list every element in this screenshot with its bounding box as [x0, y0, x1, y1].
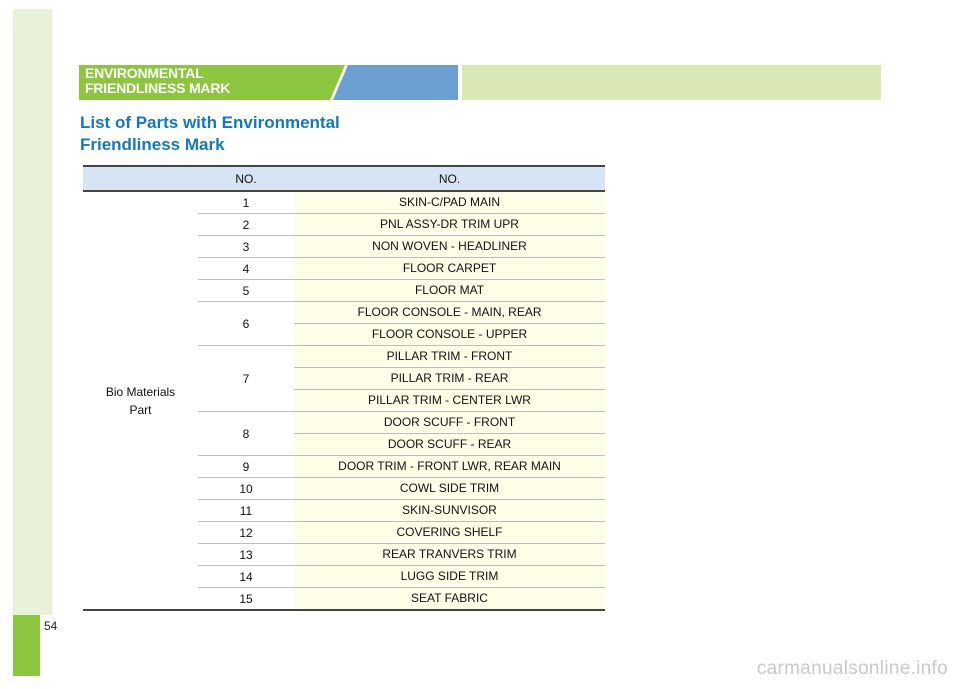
part-name-cell: PNL ASSY-DR TRIM UPR — [294, 214, 605, 236]
part-name-cell: DOOR SCUFF - FRONT — [294, 412, 605, 434]
side-strip-dark — [13, 615, 40, 676]
section-title — [80, 112, 340, 156]
part-number-cell: 9 — [198, 456, 294, 478]
banner-title — [85, 66, 230, 96]
side-strip-light — [13, 9, 52, 615]
section-title-line1: List of Parts with Environmental — [80, 113, 340, 132]
part-name-cell: COWL SIDE TRIM — [294, 478, 605, 500]
table-header-row — [83, 166, 605, 191]
header-part: NO. — [294, 166, 605, 191]
parts-table — [83, 165, 605, 611]
part-name-cell: PILLAR TRIM - REAR — [294, 368, 605, 390]
category-cell — [83, 191, 198, 610]
part-name-cell: DOOR SCUFF - REAR — [294, 434, 605, 456]
part-number-cell: 13 — [198, 544, 294, 566]
part-name-cell: PILLAR TRIM - FRONT — [294, 346, 605, 368]
table-row — [83, 191, 605, 214]
page-number: 54 — [44, 619, 58, 633]
part-name-cell: LUGG SIDE TRIM — [294, 566, 605, 588]
part-name-cell: FLOOR CONSOLE - UPPER — [294, 324, 605, 346]
part-name-cell: DOOR TRIM - FRONT LWR, REAR MAIN — [294, 456, 605, 478]
part-number-cell: 7 — [198, 346, 294, 412]
part-number-cell: 4 — [198, 258, 294, 280]
part-number-cell: 5 — [198, 280, 294, 302]
part-number-cell: 8 — [198, 412, 294, 456]
part-number-cell: 1 — [198, 191, 294, 214]
part-number-cell: 10 — [198, 478, 294, 500]
section-banner — [79, 65, 881, 100]
part-name-cell: NON WOVEN - HEADLINER — [294, 236, 605, 258]
part-name-cell: COVERING SHELF — [294, 522, 605, 544]
part-number-cell: 14 — [198, 566, 294, 588]
section-title-line2: Friendliness Mark — [80, 135, 225, 154]
part-number-cell: 11 — [198, 500, 294, 522]
category-line1: Bio Materials — [105, 384, 176, 399]
part-name-cell: REAR TRANVERS TRIM — [294, 544, 605, 566]
category-line2: Part — [129, 402, 152, 417]
part-name-cell: SEAT FABRIC — [294, 588, 605, 611]
part-number-cell: 2 — [198, 214, 294, 236]
part-name-cell: SKIN-SUNVISOR — [294, 500, 605, 522]
banner-title-line1: ENVIRONMENTAL — [85, 65, 204, 81]
part-name-cell: FLOOR CONSOLE - MAIN, REAR — [294, 302, 605, 324]
part-name-cell: FLOOR MAT — [294, 280, 605, 302]
part-name-cell: PILLAR TRIM - CENTER LWR — [294, 390, 605, 412]
part-number-cell: 12 — [198, 522, 294, 544]
part-name-cell: SKIN-C/PAD MAIN — [294, 191, 605, 214]
part-number-cell: 15 — [198, 588, 294, 611]
part-number-cell: 6 — [198, 302, 294, 346]
table-body — [83, 191, 605, 610]
part-name-cell: FLOOR CARPET — [294, 258, 605, 280]
header-number: NO. — [198, 166, 294, 191]
watermark: carmanualsonline.info — [756, 658, 948, 679]
banner-title-line2: FRIENDLINESS MARK — [85, 80, 231, 96]
part-number-cell: 3 — [198, 236, 294, 258]
header-category — [83, 166, 198, 191]
